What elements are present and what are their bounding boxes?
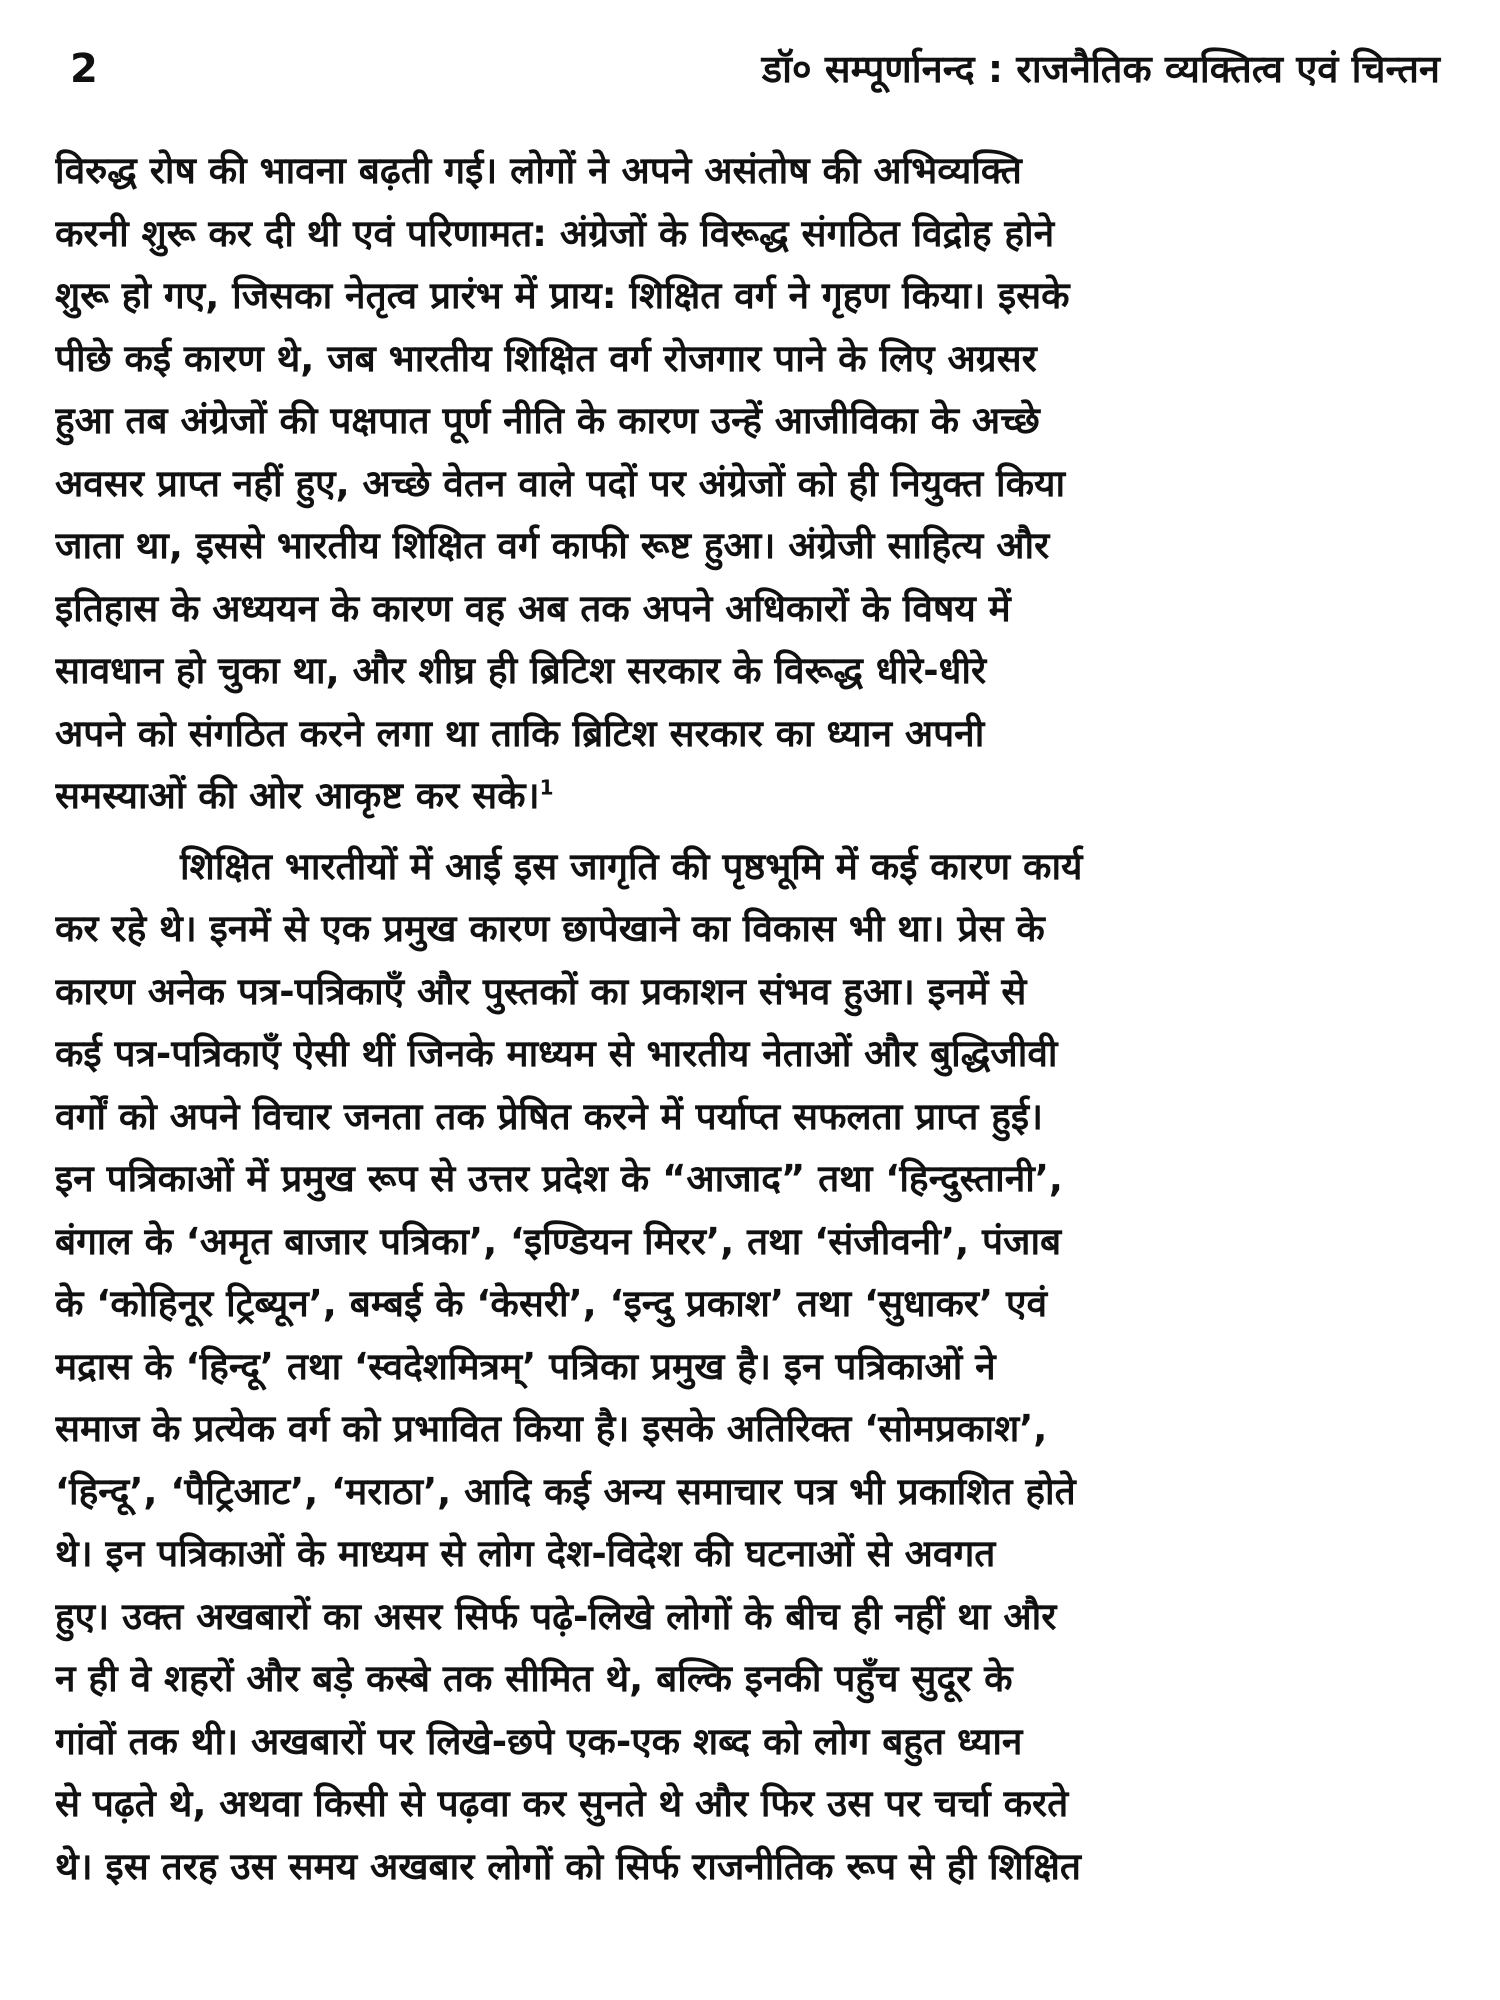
text-line: कई पत्र-पत्रिकाएँ ऐसी थीं जिनके माध्यम से भारतीय नेताओं और बुद्धिजीवी xyxy=(55,1032,1058,1075)
text-line: गांवों तक थी। अखबारों पर लिखे-छपे एक-एक शब्द को लोग बहुत ध्यान xyxy=(55,1719,1023,1763)
text-line: अपने को संगठित करने लगा था ताकि ब्रिटिश सरकार का ध्यान अपनी xyxy=(55,711,985,755)
text-line: सावधान हो चुका था, और शीघ्र ही ब्रिटिश सरकार के विरूद्ध धीरे-धीरे xyxy=(55,649,987,692)
running-title: डॉ० सम्पूर्णानन्द : राजनैतिक व्यक्तित्व एवं चिन्तन xyxy=(761,47,1440,91)
text-line: पीछे कई कारण थे, जब भारतीय शिक्षित वर्ग रोजगार पाने के लिए अग्रसर xyxy=(55,336,1037,380)
page-number: 2 xyxy=(70,46,98,92)
paragraph-2 xyxy=(55,836,1450,1899)
text-line: थे। इन पत्रिकाओं के माध्यम से लोग देश-विदेश की घटनाओं से अवगत xyxy=(55,1532,996,1575)
text-line: हुआ तब अंग्रेजों की पक्षपात पूर्ण नीति के कारण उन्हें आजीविका के अच्छे xyxy=(55,399,1040,442)
text-line: के ‘कोहिनूर ट्रिब्यून’, बम्बई के ‘केसरी’, ‘इन्दु प्रकाश’ तथा ‘सुधाकर’ एवं xyxy=(55,1282,1048,1325)
text-line: जाता था, इससे भारतीय शिक्षित वर्ग काफी रूष्ट हुआ। अंग्रेजी साहित्य और xyxy=(55,524,1050,567)
text-line: इतिहास के अध्ययन के कारण वह अब तक अपने अधिकारों के विषय में xyxy=(55,586,1011,630)
body-text xyxy=(55,140,1450,1898)
text-line: करनी शुरू कर दी थी एवं परिणामत: अंग्रेजों के विरूद्ध संगठित विद्रोह होने xyxy=(55,211,1055,255)
paragraph-1 xyxy=(55,140,1450,828)
text-line: न ही वे शहरों और बड़े कस्बे तक सीमित थे, बल्कि इनकी पहुँच सुदूर के xyxy=(55,1657,1013,1700)
footnote-marker: 1 xyxy=(539,775,554,800)
text-line-indented: शिक्षित भारतीयों में आई इस जागृति की पृष्ठभूमि में कई कारण कार्य xyxy=(180,844,1083,888)
text-line: कारण अनेक पत्र-पत्रिकाएँ और पुस्तकों का प्रकाशन संभव हुआ। इनमें से xyxy=(55,969,1027,1013)
text-line: अवसर प्राप्त नहीं हुए, अच्छे वेतन वाले पदों पर अंग्रेजों को ही नियुक्त किया xyxy=(55,461,1066,505)
text-line: से पढ़ते थे, अथवा किसी से पढ़वा कर सुनते थे और फिर उस पर चर्चा करते xyxy=(55,1782,1069,1825)
text-line: हुए। उक्त अखबारों का असर सिर्फ पढ़े-लिखे लोगों के बीच ही नहीं था और xyxy=(55,1594,1057,1638)
text-line: विरुद्ध रोष की भावना बढ़ती गई। लोगों ने अपने असंतोष की अभिव्यक्ति xyxy=(55,149,1022,192)
text-line: मद्रास के ‘हिन्दू’ तथा ‘स्वदेशमित्रम्’ पत्रिका प्रमुख है। इन पत्रिकाओं ने xyxy=(55,1344,996,1388)
text-line-last xyxy=(55,765,1450,828)
text-line: ‘हिन्दू’, ‘पैट्रिआट’, ‘मराठा’, आदि कई अन्य समाचार पत्र भी प्रकाशित होते xyxy=(55,1469,1076,1513)
text-line: समाज के प्रत्येक वर्ग को प्रभावित किया है। इसके अतिरिक्त ‘सोमप्रकाश’, xyxy=(55,1407,1048,1450)
text-line: बंगाल के ‘अमृत बाजार पत्रिका’, ‘इण्डियन मिरर’, तथा ‘संजीवनी’, पंजाब xyxy=(55,1219,1062,1263)
text-line: थे। इस तरह उस समय अखबार लोगों को सिर्फ राजनीतिक रूप से ही शिक्षित xyxy=(55,1844,1081,1888)
text-line: कर रहे थे। इनमें से एक प्रमुख कारण छापेखाने का विकास भी था। प्रेस के xyxy=(55,907,1045,950)
page-header xyxy=(70,42,1440,112)
text-line-content: समस्याओं की ओर आकृष्ट कर सके। xyxy=(55,774,540,817)
text-line: वर्गों को अपने विचार जनता तक प्रेषित करने में पर्याप्त सफलता प्राप्त हुई। xyxy=(55,1094,1044,1138)
text-line: इन पत्रिकाओं में प्रमुख रूप से उत्तर प्रदेश के “आजाद” तथा ‘हिन्दुस्तानी’, xyxy=(55,1157,1063,1200)
text-line: शुरू हो गए, जिसका नेतृत्व प्रारंभ में प्राय: शिक्षित वर्ग ने गृहण किया। इसके xyxy=(55,274,1070,317)
